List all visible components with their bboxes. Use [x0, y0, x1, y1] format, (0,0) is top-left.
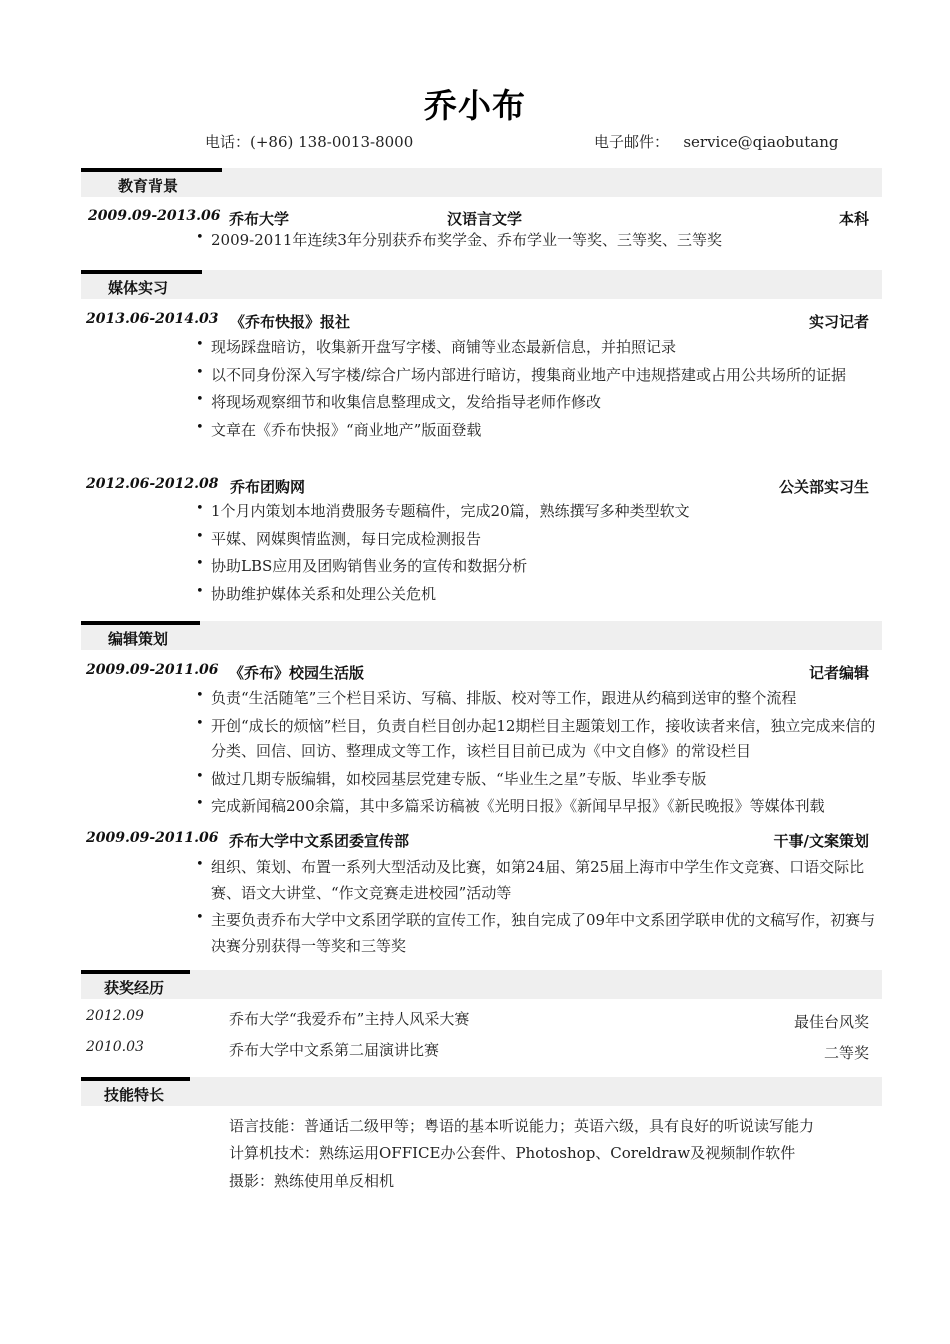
job-date: 2009.09-2011.06 [86, 830, 219, 846]
email-value: service@qiaobutang [683, 133, 839, 151]
list-item: • 完成新闻稿200余篇，其中多篇采访稿被《光明日报》《新闻早早报》《新民晚报》等媒体刊载 [196, 796, 825, 815]
section-awards-header [81, 970, 882, 999]
skill-language: 语言技能：普通话二级甲等；粤语的基本听说能力；英语六级，具有良好的听说读写能力 [229, 1117, 815, 1135]
education-degree: 本科 [838, 210, 869, 228]
list-item: • 负责“生活随笔”三个栏目采访、写稿、排版、校对等工作，跟进从约稿到送审的整个流程 [196, 688, 797, 707]
education-bullets [196, 228, 876, 256]
job-org: 《乔布》校园生活版 [229, 664, 365, 682]
job-date: 2013.06-2014.03 [86, 311, 219, 327]
job-org: 《乔布快报》报社 [230, 313, 351, 331]
list-item: • 组织、策划、布置一系列大型活动及比赛，如第24届、第25届上海市中学生作文竞赛、口语交际比赛、语文大讲堂、“作文竞赛走进校园”活动等 [196, 857, 865, 902]
list-item: • 将现场观察细节和收集信息整理成文，发给指导老师作修改 [196, 392, 602, 411]
list-item: • 1个月内策划本地消费服务专题稿件，完成20篇，熟练撰写多种类型软文 [196, 501, 690, 520]
list-item: • 主要负责乔布大学中文系团学联的宣传工作，独自完成了09年中文系团学联申优的文稿写作，初赛与决赛分别获得一等奖和三等奖 [196, 910, 876, 955]
list-item: • 平媒、网媒舆情监测，每日完成检测报告 [196, 528, 482, 548]
email-label: 电子邮件： [594, 133, 670, 151]
list-item: • 协助维护媒体关系和处理公关危机 [196, 583, 437, 603]
section-title: 编辑策划 [108, 630, 169, 648]
job-org: 乔布大学中文系团委宣传部 [229, 832, 410, 850]
job-bullets [196, 855, 876, 961]
job-role: 记者编辑 [808, 664, 869, 682]
award-prize: 最佳台风奖 [793, 1013, 869, 1031]
award-date: 2012.09 [86, 1008, 144, 1024]
section-bar [81, 970, 190, 974]
job-role: 公关部实习生 [778, 478, 869, 496]
skill-computer: 计算机技术：熟练运用OFFICE办公套件、Photoshop、Coreldraw及视频制作软件 [229, 1144, 796, 1162]
section-bar [81, 1077, 190, 1081]
section-skills-header [81, 1077, 882, 1106]
section-title: 技能特长 [104, 1086, 165, 1104]
phone-label: 电话： [205, 133, 251, 151]
candidate-name: 乔小布 [424, 86, 526, 125]
award-date: 2010.03 [86, 1039, 144, 1055]
list-item: • 协助LBS应用及团购销售业务的宣传和数据分析 [196, 556, 528, 575]
phone-line [205, 131, 413, 152]
section-bar [81, 621, 200, 625]
phone-value: (+86) 138-0013-8000 [250, 133, 414, 151]
job-bullets [196, 499, 876, 609]
education-school: 乔布大学 [229, 210, 290, 228]
email-line [594, 131, 839, 152]
list-item: • 2009-2011年连续3年分别获乔布奖学金、乔布学业一等奖、三等奖、三等奖 [196, 230, 722, 249]
list-item: • 以不同身份深入写字楼/综合广场内部进行暗访，搜集商业地产中违规搭建或占用公共场所的证据 [196, 364, 847, 384]
section-title: 获奖经历 [104, 979, 165, 997]
education-major: 汉语言文学 [447, 210, 523, 228]
job-role: 干事/文案策划 [773, 832, 869, 850]
award-prize: 二等奖 [823, 1044, 869, 1062]
job-date: 2012.06-2012.08 [86, 476, 219, 492]
list-item: • 开创“成长的烦恼”栏目，负责自栏目创办起12期栏目主题策划工作，接收读者来信，独立完成来信的分类、回信、回访、整理成文等工作，该栏目目前已成为《中文自修》的常设栏目 [196, 715, 876, 760]
section-education-header [81, 168, 882, 197]
section-title: 教育背景 [118, 177, 179, 195]
section-bar [81, 270, 202, 274]
education-date: 2009.09-2013.06 [88, 208, 221, 224]
job-org: 乔布团购网 [230, 478, 306, 496]
list-item: • 现场踩盘暗访，收集新开盘写字楼、商铺等业态最新信息，并拍照记录 [196, 337, 677, 356]
job-date: 2009.09-2011.06 [86, 662, 219, 678]
job-bullets [196, 335, 876, 445]
award-name: 乔布大学“我爱乔布”主持人风采大赛 [229, 1010, 470, 1028]
list-item: • 做过几期专版编辑，如校园基层党建专版、“毕业生之星”专版、毕业季专版 [196, 768, 707, 788]
section-bar [81, 168, 222, 172]
section-editing-header [81, 621, 882, 650]
job-bullets [196, 686, 876, 822]
section-title: 媒体实习 [108, 279, 169, 297]
list-item: • 文章在《乔布快报》“商业地产”版面登载 [196, 419, 482, 439]
job-role: 实习记者 [808, 313, 869, 331]
skill-photography: 摄影：熟练使用单反相机 [229, 1172, 395, 1190]
award-name: 乔布大学中文系第二届演讲比赛 [229, 1041, 440, 1059]
section-media-header [81, 270, 882, 299]
